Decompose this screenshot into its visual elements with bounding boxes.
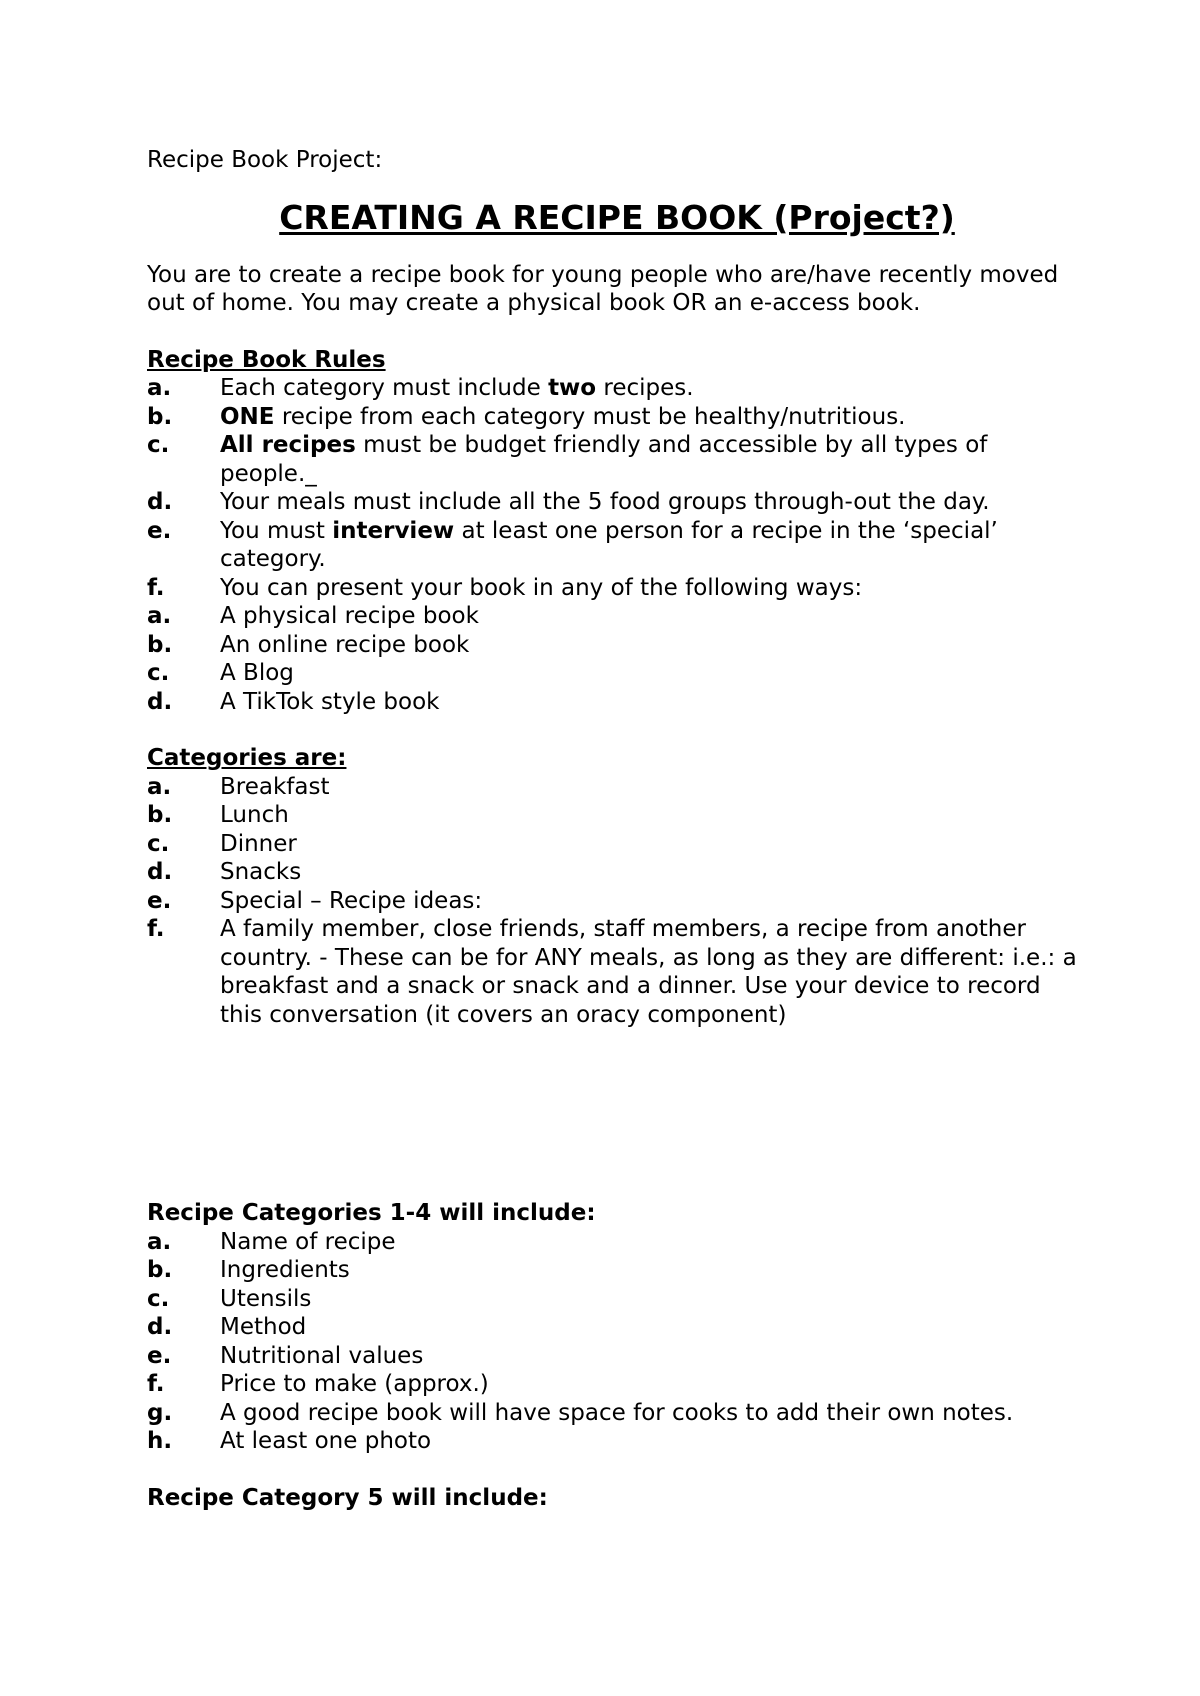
text-run: An online recipe book [220, 631, 470, 658]
list-marker: a. [147, 1228, 172, 1255]
list-item [147, 374, 1087, 403]
list-item [147, 631, 1087, 660]
list-item [147, 602, 1087, 631]
text-run: A Blog [220, 660, 294, 686]
list-marker: a. [147, 375, 172, 401]
bold-text: two [548, 375, 597, 401]
list-item-text: Method [220, 1314, 307, 1340]
document-body [147, 146, 1087, 1512]
list-item [147, 431, 1087, 488]
list-item [147, 1285, 1087, 1314]
text-run: You must [220, 517, 333, 544]
list-item-text [220, 374, 1087, 403]
list-item-text: Nutritional values [220, 1342, 424, 1369]
list-item-text: Breakfast [220, 773, 330, 800]
bold-text: ONE [220, 403, 275, 430]
list-marker: a. [147, 603, 172, 629]
list-item [147, 659, 1087, 688]
list-item [147, 1342, 1087, 1371]
bold-text: All recipes [220, 432, 356, 458]
list-item [147, 1399, 1087, 1428]
list-marker: c. [147, 660, 170, 686]
list-item-text: At least one photo [220, 1428, 432, 1454]
list-item-text [220, 431, 1087, 488]
categories-list [147, 773, 1087, 1030]
list-marker: b. [147, 403, 173, 430]
text-run: Your meals must include all the 5 food groups through-out the day. [220, 489, 990, 515]
list-item-text: A good recipe book will have space for cooks to add their own notes. [220, 1399, 1014, 1426]
text-run: at least one person for a recipe in the ‘special’ category. [220, 517, 998, 572]
list-item-text [220, 631, 1087, 660]
categories-1-4-heading: Recipe Categories 1-4 will include: [147, 1200, 596, 1226]
list-item-text: Special – Recipe ideas: [220, 887, 483, 914]
list-marker: d. [147, 1314, 173, 1340]
list-item-text [220, 517, 1087, 574]
list-item [147, 830, 1087, 859]
list-marker: b. [147, 631, 173, 658]
list-item [147, 915, 1087, 1029]
text-run: You can present your book in any of the following ways: [220, 574, 863, 601]
list-item-text [220, 403, 1087, 432]
text-run: recipe from each category must be healthy/nutritious. [274, 403, 906, 430]
list-item [147, 1370, 1087, 1399]
intro-label: Recipe Book Project: [147, 147, 383, 173]
list-item [147, 773, 1087, 802]
list-marker: f. [147, 916, 165, 942]
list-marker: h. [147, 1428, 173, 1454]
list-marker: b. [147, 802, 173, 828]
list-item-text [220, 574, 1087, 603]
list-item [147, 1228, 1087, 1257]
project-description: You are to create a recipe book for young people who are/have recently moved out of home. You may create a physical book OR an e-access book. [147, 261, 1059, 316]
list-item-text: Snacks [220, 859, 302, 885]
list-item-text: Name of recipe [220, 1228, 396, 1255]
list-item [147, 1256, 1087, 1285]
list-marker: f. [147, 574, 165, 601]
list-item [147, 688, 1087, 717]
list-item [147, 574, 1087, 603]
list-item [147, 887, 1087, 916]
list-item-text [220, 488, 1087, 517]
list-marker: g. [147, 1399, 173, 1426]
text-run: Each category must include [220, 375, 549, 401]
list-item [147, 488, 1087, 517]
list-item-text: A family member, close friends, staff members, a recipe from another country. - These can be for ANY meals, as long as they are different: i.e.: a breakfast and a snack or snack and a dinner. Use your device to record this conversation (it covers an oracy component) [220, 916, 1077, 1028]
list-marker: c. [147, 432, 170, 458]
list-item-text [220, 688, 1087, 717]
page-title: CREATING A RECIPE BOOK (Project?) [279, 197, 955, 237]
list-item-text [220, 659, 1087, 688]
list-item [147, 858, 1087, 887]
list-marker: b. [147, 1257, 173, 1283]
list-item [147, 517, 1087, 574]
list-marker: f. [147, 1371, 165, 1397]
list-item-text: Ingredients [220, 1257, 350, 1283]
category-5-heading: Recipe Category 5 will include: [147, 1484, 548, 1511]
list-item-text: Utensils [220, 1285, 312, 1312]
list-item [147, 1313, 1087, 1342]
list-item-text: Price to make (approx.) [220, 1371, 489, 1397]
list-marker: c. [147, 1285, 170, 1312]
list-marker: d. [147, 859, 173, 885]
bold-text: interview [332, 517, 455, 544]
list-item [147, 1427, 1087, 1456]
list-marker: d. [147, 489, 173, 515]
text-run: must be budget friendly and accessible by all types of people._ [220, 432, 988, 487]
list-item-text [220, 602, 1087, 631]
categories-1-4-list [147, 1228, 1087, 1456]
list-marker: c. [147, 830, 170, 857]
text-run: A TikTok style book [220, 688, 440, 715]
categories-heading: Categories are: [147, 745, 347, 771]
list-marker: a. [147, 773, 172, 800]
list-item-text: Dinner [220, 830, 297, 857]
list-marker: e. [147, 1342, 172, 1369]
text-run: recipes. [596, 375, 694, 401]
list-marker: d. [147, 688, 173, 715]
list-item [147, 801, 1087, 830]
list-marker: e. [147, 887, 172, 914]
text-run: A physical recipe book [220, 603, 479, 629]
list-marker: e. [147, 517, 172, 544]
list-item [147, 403, 1087, 432]
rules-heading: Recipe Book Rules [147, 346, 386, 373]
list-item-text: Lunch [220, 802, 289, 828]
rules-list [147, 374, 1087, 716]
